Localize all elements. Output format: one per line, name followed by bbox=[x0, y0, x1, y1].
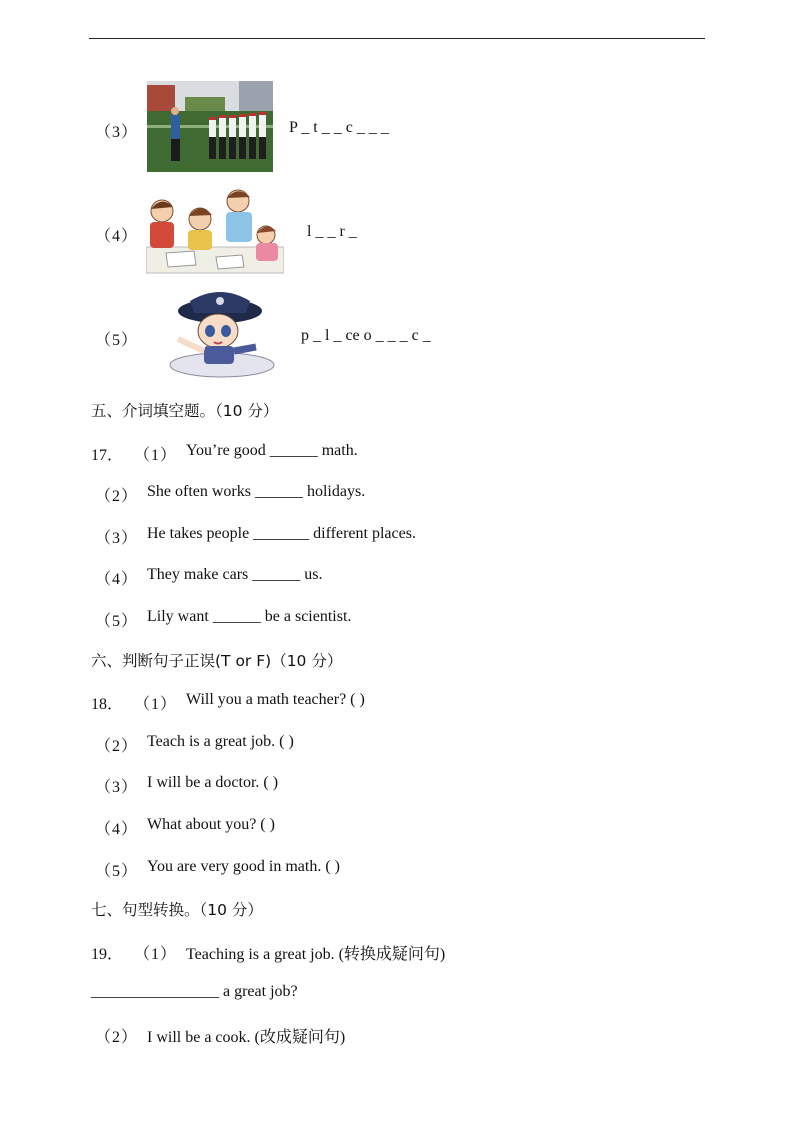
students-lineup-photo bbox=[147, 81, 273, 172]
q18-item-5-text: You are very good in math. ( ) bbox=[147, 858, 341, 875]
header-rule bbox=[89, 38, 705, 39]
q18-item-2-text: Teach is a great job. ( ) bbox=[147, 733, 294, 750]
picture-item-4-number: （4） bbox=[95, 228, 139, 245]
children-discussion-cartoon bbox=[146, 185, 284, 276]
section-5-heading: 五、介词填空题。（10 分） bbox=[91, 402, 279, 420]
q19-answer-line: ________________ a great job? bbox=[91, 983, 298, 1000]
q17-item-3-number: （3） bbox=[95, 530, 139, 547]
q18-item-3-number: （3） bbox=[95, 779, 139, 796]
q18-item-1-text: Will you a math teacher? ( ) bbox=[186, 691, 365, 708]
picture-item-3-hint: P _ t _ _ c _ _ _ bbox=[289, 119, 389, 136]
q17-item-2-text: She often works ______ holidays. bbox=[147, 483, 366, 500]
q17-item-2-number: （2） bbox=[95, 488, 139, 505]
picture-item-4-hint: l _ _ r _ bbox=[307, 223, 357, 240]
q17-item-1-number: （1） bbox=[134, 447, 178, 464]
q18-item-4-number: （4） bbox=[95, 821, 139, 838]
q19-item-2-number: （2） bbox=[95, 1029, 139, 1046]
question-18-number: 18． bbox=[91, 696, 124, 713]
q17-item-4-text: They make cars ______ us. bbox=[147, 566, 323, 583]
q19-item-2-text: I will be a cook. (改成疑问句) bbox=[147, 1029, 346, 1046]
q18-item-1-number: （1） bbox=[134, 696, 178, 713]
q17-item-5-number: （5） bbox=[95, 613, 139, 630]
picture-item-3-number: （3） bbox=[95, 124, 139, 141]
question-17-number: 17． bbox=[91, 447, 124, 464]
section-6-heading: 六、判断句子正误(T or F)（10 分） bbox=[91, 652, 343, 670]
q17-item-3-text: He takes people _______ different places. bbox=[147, 525, 416, 542]
q19-item-1-number: （1） bbox=[134, 946, 178, 963]
q17-item-4-number: （4） bbox=[95, 571, 139, 588]
question-19-number: 19． bbox=[91, 946, 124, 963]
q19-item-1-text: Teaching is a great job. (转换成疑问句) bbox=[186, 946, 446, 963]
police-officer-cartoon bbox=[146, 289, 279, 383]
q18-item-2-number: （2） bbox=[95, 738, 139, 755]
picture-item-5-hint: p _ l _ ce o _ _ _ c _ bbox=[301, 327, 431, 344]
picture-item-5-number: （5） bbox=[95, 332, 139, 349]
section-7-heading: 七、句型转换。（10 分） bbox=[91, 901, 263, 919]
q17-item-5-text: Lily want ______ be a scientist. bbox=[147, 608, 352, 625]
q18-item-4-text: What about you? ( ) bbox=[147, 816, 275, 833]
q18-item-5-number: （5） bbox=[95, 863, 139, 880]
q18-item-3-text: I will be a doctor. ( ) bbox=[147, 774, 279, 791]
q17-item-1-text: You’re good ______ math. bbox=[186, 442, 358, 459]
